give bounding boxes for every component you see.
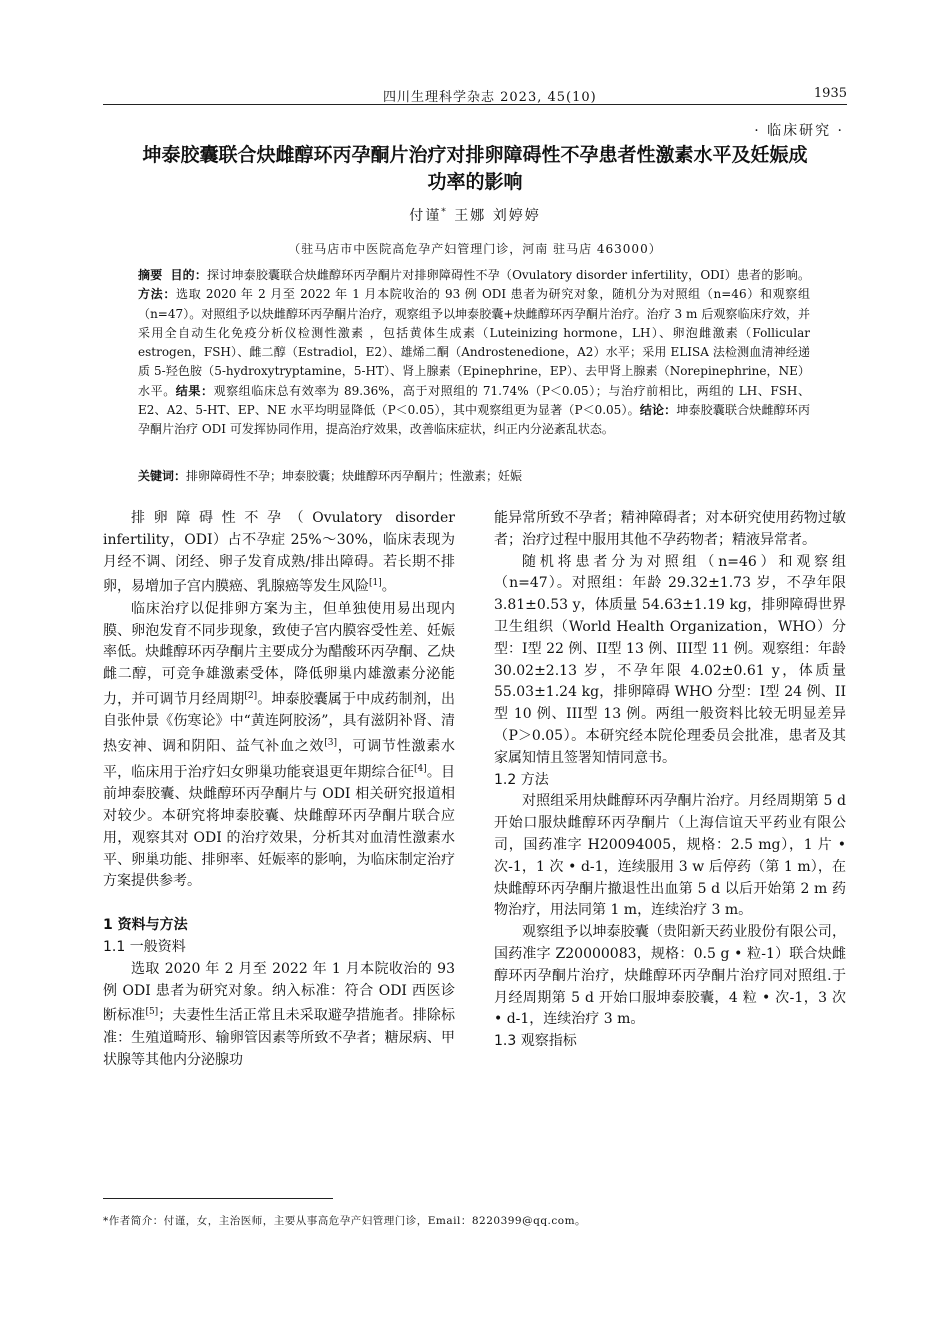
paragraph-observation-group: 观察组予以坤泰胶囊（贵阳新天药业股份有限公司，国药准字 Z20000083，规格：0.5 g • 粒-1）联合炔雌醇环丙孕酮片治疗，炔雌醇环丙孕酮片治疗同对照组.于月经周期第 5 d 开始口服坤泰胶囊，4 粒 • 次-1，3 次 • d-1，连续治疗 3 m。 [494,924,846,1028]
left-column [103,508,455,1071]
intro-2c: ，可调节性激素水平，临床用于治疗妇女卵巢功能衰退更年期综合征 [103,738,455,781]
title-line-1: 坤泰胶囊联合炔雌醇环丙孕酮片治疗对排卵障碍性不孕患者性激素水平及妊娠成 [142,144,808,166]
ref-2: [2] [244,691,258,702]
keywords-label: 关键词： [138,469,187,483]
paragraph-exclusion-cont: 能异常所致不孕者；精神障碍者；对本研究使用药物过敏者；治疗过程中服用其他不孕药物者；精液异常者。 [494,510,846,548]
intro-2a: 临床治疗以促排卵方案为主，但单独使用易出现内膜、卵泡发育不同步现象，致使子宫内膜容受性差、妊娠率低。炔雌醇环丙孕酮片主要成分为醋酸环丙孕酮、乙炔雌二醇，可竞争雄激素受体，降低卵巢内雄激素分泌能力，并可调节月经周期 [103,600,455,708]
author-footnote [103,1213,586,1228]
running-header [103,84,847,105]
general-data-a: 选取 2020 年 2 月至 2022 年 1 月本院收治的 93 例 ODI 患者为研究对象。纳入标准：符合 ODI 西医诊断标准 [103,960,455,1025]
right-column [494,508,846,1053]
keywords [138,467,810,484]
results-text: 观察组临床总有效率为 89.36%，高于对照组的 71.74%（P＜0.05）；与治疗前相比，两组的 LH、FSH、E2、A2、5-HT、EP、NE 水平均明显降低（P＜0.05），其中观察组更为显著（P＜0.05）。 [138,383,810,418]
general-data-b: ；夫妻性生活正常且未采取避孕措施者。排除标准：生殖道畸形、输卵管因素等所致不孕者；糖尿病、甲状腺等其他内分泌腺功 [103,1008,456,1068]
footnote-text: *作者简介：付谨，女，主治医师，主要从事高危孕产妇管理门诊，Email：8220399@qq.com。 [103,1215,587,1227]
conclusion-label: 结论： [639,403,677,418]
heading-observation-indicators: 1.3 观察指标 [494,1033,577,1050]
ref-4: [4] [413,763,427,774]
heading-materials-methods: 1 资料与方法 [103,917,188,934]
ref-5: [5] [145,1007,159,1018]
footnote-rule [103,1198,333,1199]
section-tag: · 临床研究 · [754,123,844,139]
objective-text: 探讨坤泰胶囊联合炔雌醇环丙孕酮片对排卵障碍性不孕（Ovulatory disorder infertility，ODI）患者的影响。 [207,268,810,282]
affiliation: （驻马店市中医院高危孕产妇管理门诊，河南 驻马店 463000） [288,242,662,256]
paragraph-intro-1 [103,508,455,599]
intro-1-text: 排卵障碍性不孕（Ovulatory disorder infertility，ODI）占不孕症 25%～30%，临床表现为月经不调、闭经、卵子发育成熟/排出障碍。若长期不排卵，易增加子宫内膜癌、乳腺癌等发生风险 [103,510,455,596]
conclusion-text: 坤泰胶囊联合炔雌醇环丙孕酮片治疗 ODI 可发挥协同作用，提高治疗效果，改善临床症状，纠正内分泌紊乱状态。 [138,403,810,437]
intro-2d: 。目前坤泰胶囊、炔雌醇环丙孕酮片与 ODI 相关研究报道相对较少。本研究将坤泰胶囊、炔雌醇环丙孕酮片联合应用，观察其对 ODI 的治疗效果，分析其对血清性激素水平、卵巢功能、排卵率、妊娠率的影响，为临床制定治疗方案提供参考。 [103,764,456,890]
intro-1-end: 。 [381,579,396,596]
intro-2b: 。坤泰胶囊属于中成药制剂，出自张仲景《伤寒论》中“黄连阿胶汤”，具有滋阴补肾、清热安神、调和阴阳、益气补血之效 [103,691,456,755]
page-number: 1935 [813,86,847,101]
ref-3: [3] [324,738,337,749]
results-label: 结果： [175,383,214,398]
paragraph-control-group: 对照组采用炔雌醇环丙孕酮片治疗。月经周期第 5 d 开始口服炔雌醇环丙孕酮片（上海信谊天平药业有限公司，国药准字 H20094005，规格：2.5 mg），1 片 • 次-1，1 次 • d-1，连续服用 3 w 后停药（第 1 m），在炔雌醇环丙孕酮片撤退性出血第 5 d 以后开始第 2 m 药物治疗，用法同第 1 m，连续治疗 3 m。 [494,793,846,919]
heading-general-data: 1.1 一般资料 [103,938,186,955]
objective-label: 目的： [170,268,208,282]
author-list [103,205,847,225]
heading-methods: 1.2 方法 [494,771,549,788]
paragraph-intro-2 [103,599,455,893]
methods-text: 选取 2020 年 2 月至 2022 年 1 月本院收治的 93 例 ODI 患者为研究对象，随机分为对照组（n=46）和观察组（n=47）。对照组予以炔雌醇环丙孕酮片治疗，观察组予以坤泰胶囊+炔雌醇环丙孕酮片治疗。治疗 3 m 后观察临床疗效，并采用全自动生化免疫分析仪检测性激素 ，包括黄体生成素（Luteinizing hormone，LH）、卵泡雌激素（Follicular estrogen，FSH）、雌二醇（Estradiol，E2）、雄烯二酮（Androstenedione，A2）水平；采用 ELISA 法检测血清神经递质 5-羟色胺（5-hydroxytryptamine，5-HT）、肾上腺素（Epinephrine，EP）、去甲肾上腺素（Norepinephrine，NE）水平。 [138,287,810,398]
ref-1: [1] [369,578,382,589]
methods-label: 方法： [138,287,177,302]
title-line-2: 功率的影响 [427,171,523,193]
keywords-text: 排卵障碍性不孕；坤泰胶囊；炔雌醇环丙孕酮片；性激素；妊娠 [186,469,523,483]
paragraph-general-data [103,959,455,1072]
abstract-label: 摘要 [138,268,163,282]
journal-citation: 四川生理科学杂志 2023, 45(10) [383,90,597,105]
article-title [103,142,847,196]
paragraph-grouping: 随机将患者分为对照组（n=46）和观察组（n=47）。对照组：年龄 29.32±1.73 岁，不孕年限 3.81±0.53 y，体质量 54.63±1.19 kg，排卵障碍世界卫生组织（World Health Organization，WHO）分型：I型 22 例、II型 13 例、III型 11 例。观察组：年龄 30.02±2.13 岁，不孕年限 4.02±0.61 y，体质量 55.03±1.24 kg，排卵障碍 WHO 分型：I型 24 例、II型 10 例、III型 13 例。两组一般资料比较无明显差异（P＞0.05）。本研究经本院伦理委员会批准，患者及其家属知情且签署知情同意书。 [494,553,846,766]
first-author: 付谨 [409,208,442,224]
corresponding-mark: * [441,207,448,218]
other-authors: 王娜 刘婷婷 [447,208,541,224]
abstract [138,266,810,440]
